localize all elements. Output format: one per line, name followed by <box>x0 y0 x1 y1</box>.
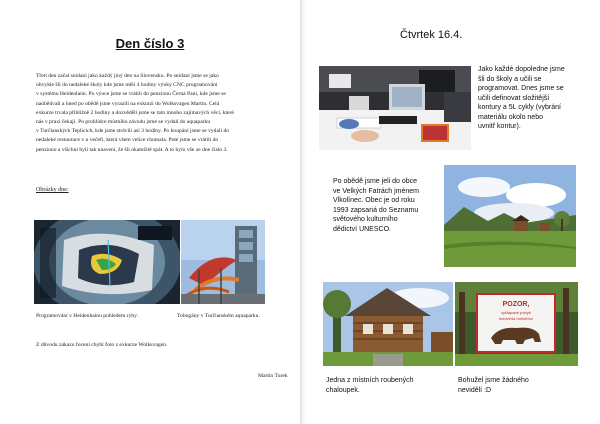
paragraph-line: obvykle šli do nedaleké školy kde jsme měli 4 hodiny výuky CNC programování <box>36 82 218 89</box>
text-line: Bohužel jsme žádného <box>458 377 529 384</box>
bear-sign-photo <box>455 282 578 366</box>
cnc-fisheye-photo <box>34 220 180 304</box>
sign-text: medvěda hnědého! <box>498 316 534 321</box>
day-date: Čtvrtek 16.4. <box>400 29 463 41</box>
text-line: Vlkolínec. Obec je od roku <box>333 197 415 204</box>
text-line: programovat. Dnes jsme se <box>478 85 564 92</box>
paragraph-line: naobědvali a hned po obědě jsme vyrazili na exkurzi do Wolksvagen Martin. Celá <box>36 100 220 107</box>
text-line: Jedna z místních roubených <box>326 377 414 384</box>
text-line: šli do školy a učili se <box>478 75 542 83</box>
classroom-photo <box>319 66 471 150</box>
vlkolinec-text <box>333 177 419 234</box>
wooden-house-photo <box>323 282 453 366</box>
text-line: uvnitř kontur). <box>478 123 521 130</box>
text-line: Po obědě jsme jeli do obce <box>333 178 418 185</box>
text-line: 1993 zapsaná do Seznamu <box>333 206 419 214</box>
note-text: Z důvodu zákazu focení chybí foto z exkurze Wolksvagen. <box>36 342 168 348</box>
images-label: Obrázky dne: <box>36 187 69 193</box>
text-line: učili definovat složitější <box>478 94 550 102</box>
book-gutter <box>300 0 306 424</box>
page-title: Den číslo 3 <box>115 36 185 51</box>
bear-caption <box>458 376 529 395</box>
text-line: ve Velkých Fatrách jménem <box>333 187 419 195</box>
school-text <box>478 65 565 132</box>
text-line: kontury a 5L cykly (vybrání <box>478 104 561 111</box>
paragraph-line: penzionu a všichni byli tak unavení, že šli okamžitě spát. A to bylo vše ze dne číslo 3. <box>36 146 228 153</box>
text-line: materiálu okolo nebo <box>478 113 543 121</box>
photo-caption: Tobogány v Turčianském aquaparku. <box>177 313 260 319</box>
paragraph-line: v systému Heidenhein. Po výuce jsme se vrátili do penzionu Černá Paní, kde jsme se <box>36 91 226 98</box>
photo-caption: Programování v Heidenhainu pohledem ryby. <box>36 313 139 319</box>
paragraph-line: Třetí den začal snídaní jako každý jiný den na Slovensku. Po snídani jsme se jako <box>36 73 219 79</box>
paragraph-line: exkurze trvala přibližně 2 hodiny a dozvěděli jsme se tam mnoho zajímavých věcí, které <box>36 109 234 116</box>
text-line: chaloupek. <box>326 386 360 394</box>
house-caption <box>326 376 414 395</box>
author-name: Martin Turek <box>258 373 288 379</box>
text-line: světového kulturního <box>333 216 398 223</box>
sign-text: POZOR, <box>502 301 530 308</box>
paragraph-line: nás v praxi čekají. Po prohlídce místního závodu jsme se vydali do aquaparku <box>36 119 211 126</box>
paragraph-line: v Turčianských Teplicích, kde jsme strávili asi 3 hodiny. Po koupání jsme se vydali do <box>36 128 230 135</box>
aquapark-slides-photo <box>181 220 265 304</box>
vlkolinec-landscape-photo <box>444 165 576 267</box>
diary-paragraph <box>36 72 276 155</box>
text-line: Jako každé dopoledne jsme <box>478 66 565 73</box>
paragraph-line: nedaleké restaurace v u večeři, která všem velice chutnala. Poté jsme se vrátili do <box>36 137 219 144</box>
sign-text: vyšlapané pohyb <box>500 310 532 315</box>
text-line: nevidělí :D <box>458 386 492 394</box>
text-line: dědictví UNESCO. <box>333 225 391 233</box>
